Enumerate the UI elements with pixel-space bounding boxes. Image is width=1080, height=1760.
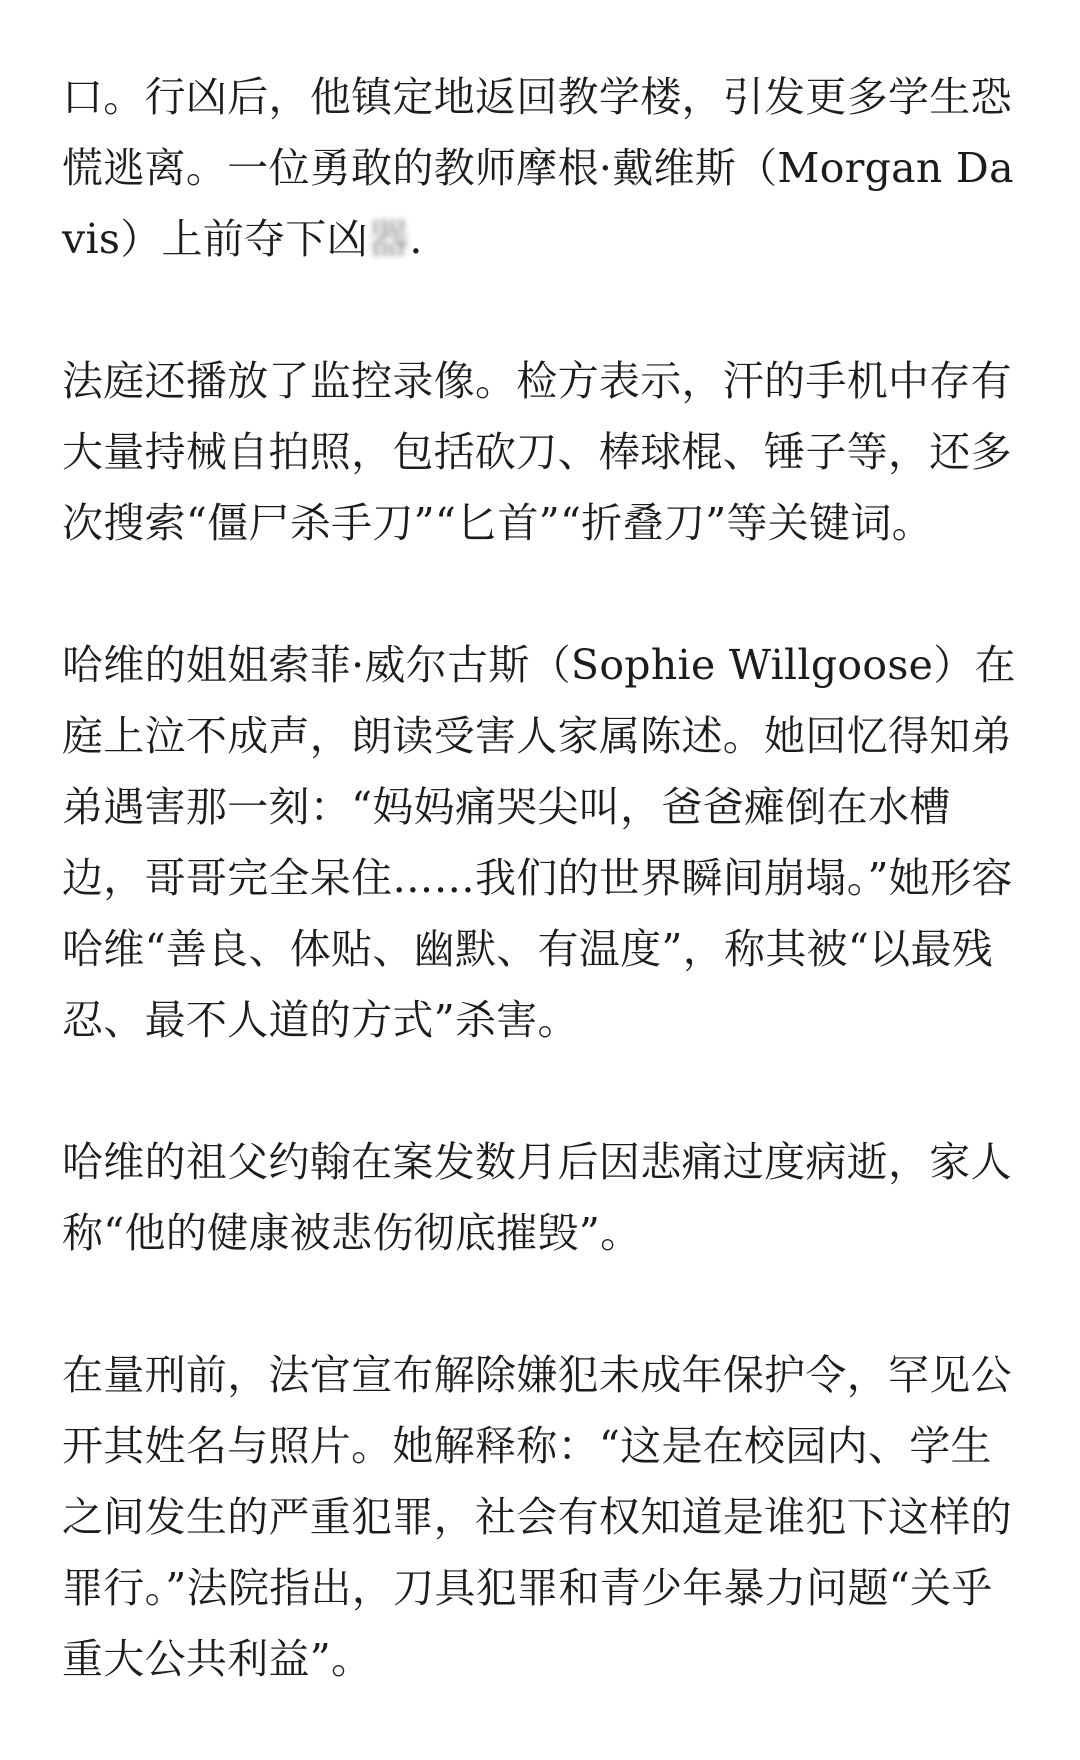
paragraph-1-end: .: [409, 215, 423, 263]
paragraph-1: [62, 62, 1022, 275]
blurred-character: 器: [368, 215, 410, 263]
paragraph-1-text: 口。行凶后，他镇定地返回教学楼，引发更多学生恐慌逃离。一位勇敢的教师摩根·戴维斯（Morgan Davis）上前夺下凶: [62, 73, 1014, 263]
paragraph-5: 在量刑前，法官宣布解除嫌犯未成年保护令，罕见公开其姓名与照片。她解释称：“这是在校园内、学生之间发生的严重犯罪，社会有权知道是谁犯下这样的罪行。”法院指出，刀具犯罪和青少年暴力问题“关乎重大公共利益”。: [62, 1351, 1012, 1683]
paragraph-3: 哈维的姐姐索菲·威尔古斯（Sophie Willgoose）在庭上泣不成声，朗读受害人家属陈述。她回忆得知弟弟遇害那一刻：“妈妈痛哭尖叫，爸爸瘫倒在水槽边，哥哥完全呆住……我们的世界瞬间崩塌。”她形容哈维“善良、体贴、幽默、有温度”，称其被“以最残忍、最不人道的方式”杀害。: [62, 641, 1016, 1044]
paragraph-4: 哈维的祖父约翰在案发数月后因悲痛过度病逝，家人称“他的健康被悲伤彻底摧毁”。: [62, 1138, 1012, 1257]
paragraph-2: 法庭还播放了监控录像。检方表示，汗的手机中存有大量持械自拍照，包括砍刀、棒球棍、锤子等，还多次搜索“僵尸杀手刀”“匕首”“折叠刀”等关键词。: [62, 357, 1012, 547]
article-body: [62, 62, 1022, 1695]
